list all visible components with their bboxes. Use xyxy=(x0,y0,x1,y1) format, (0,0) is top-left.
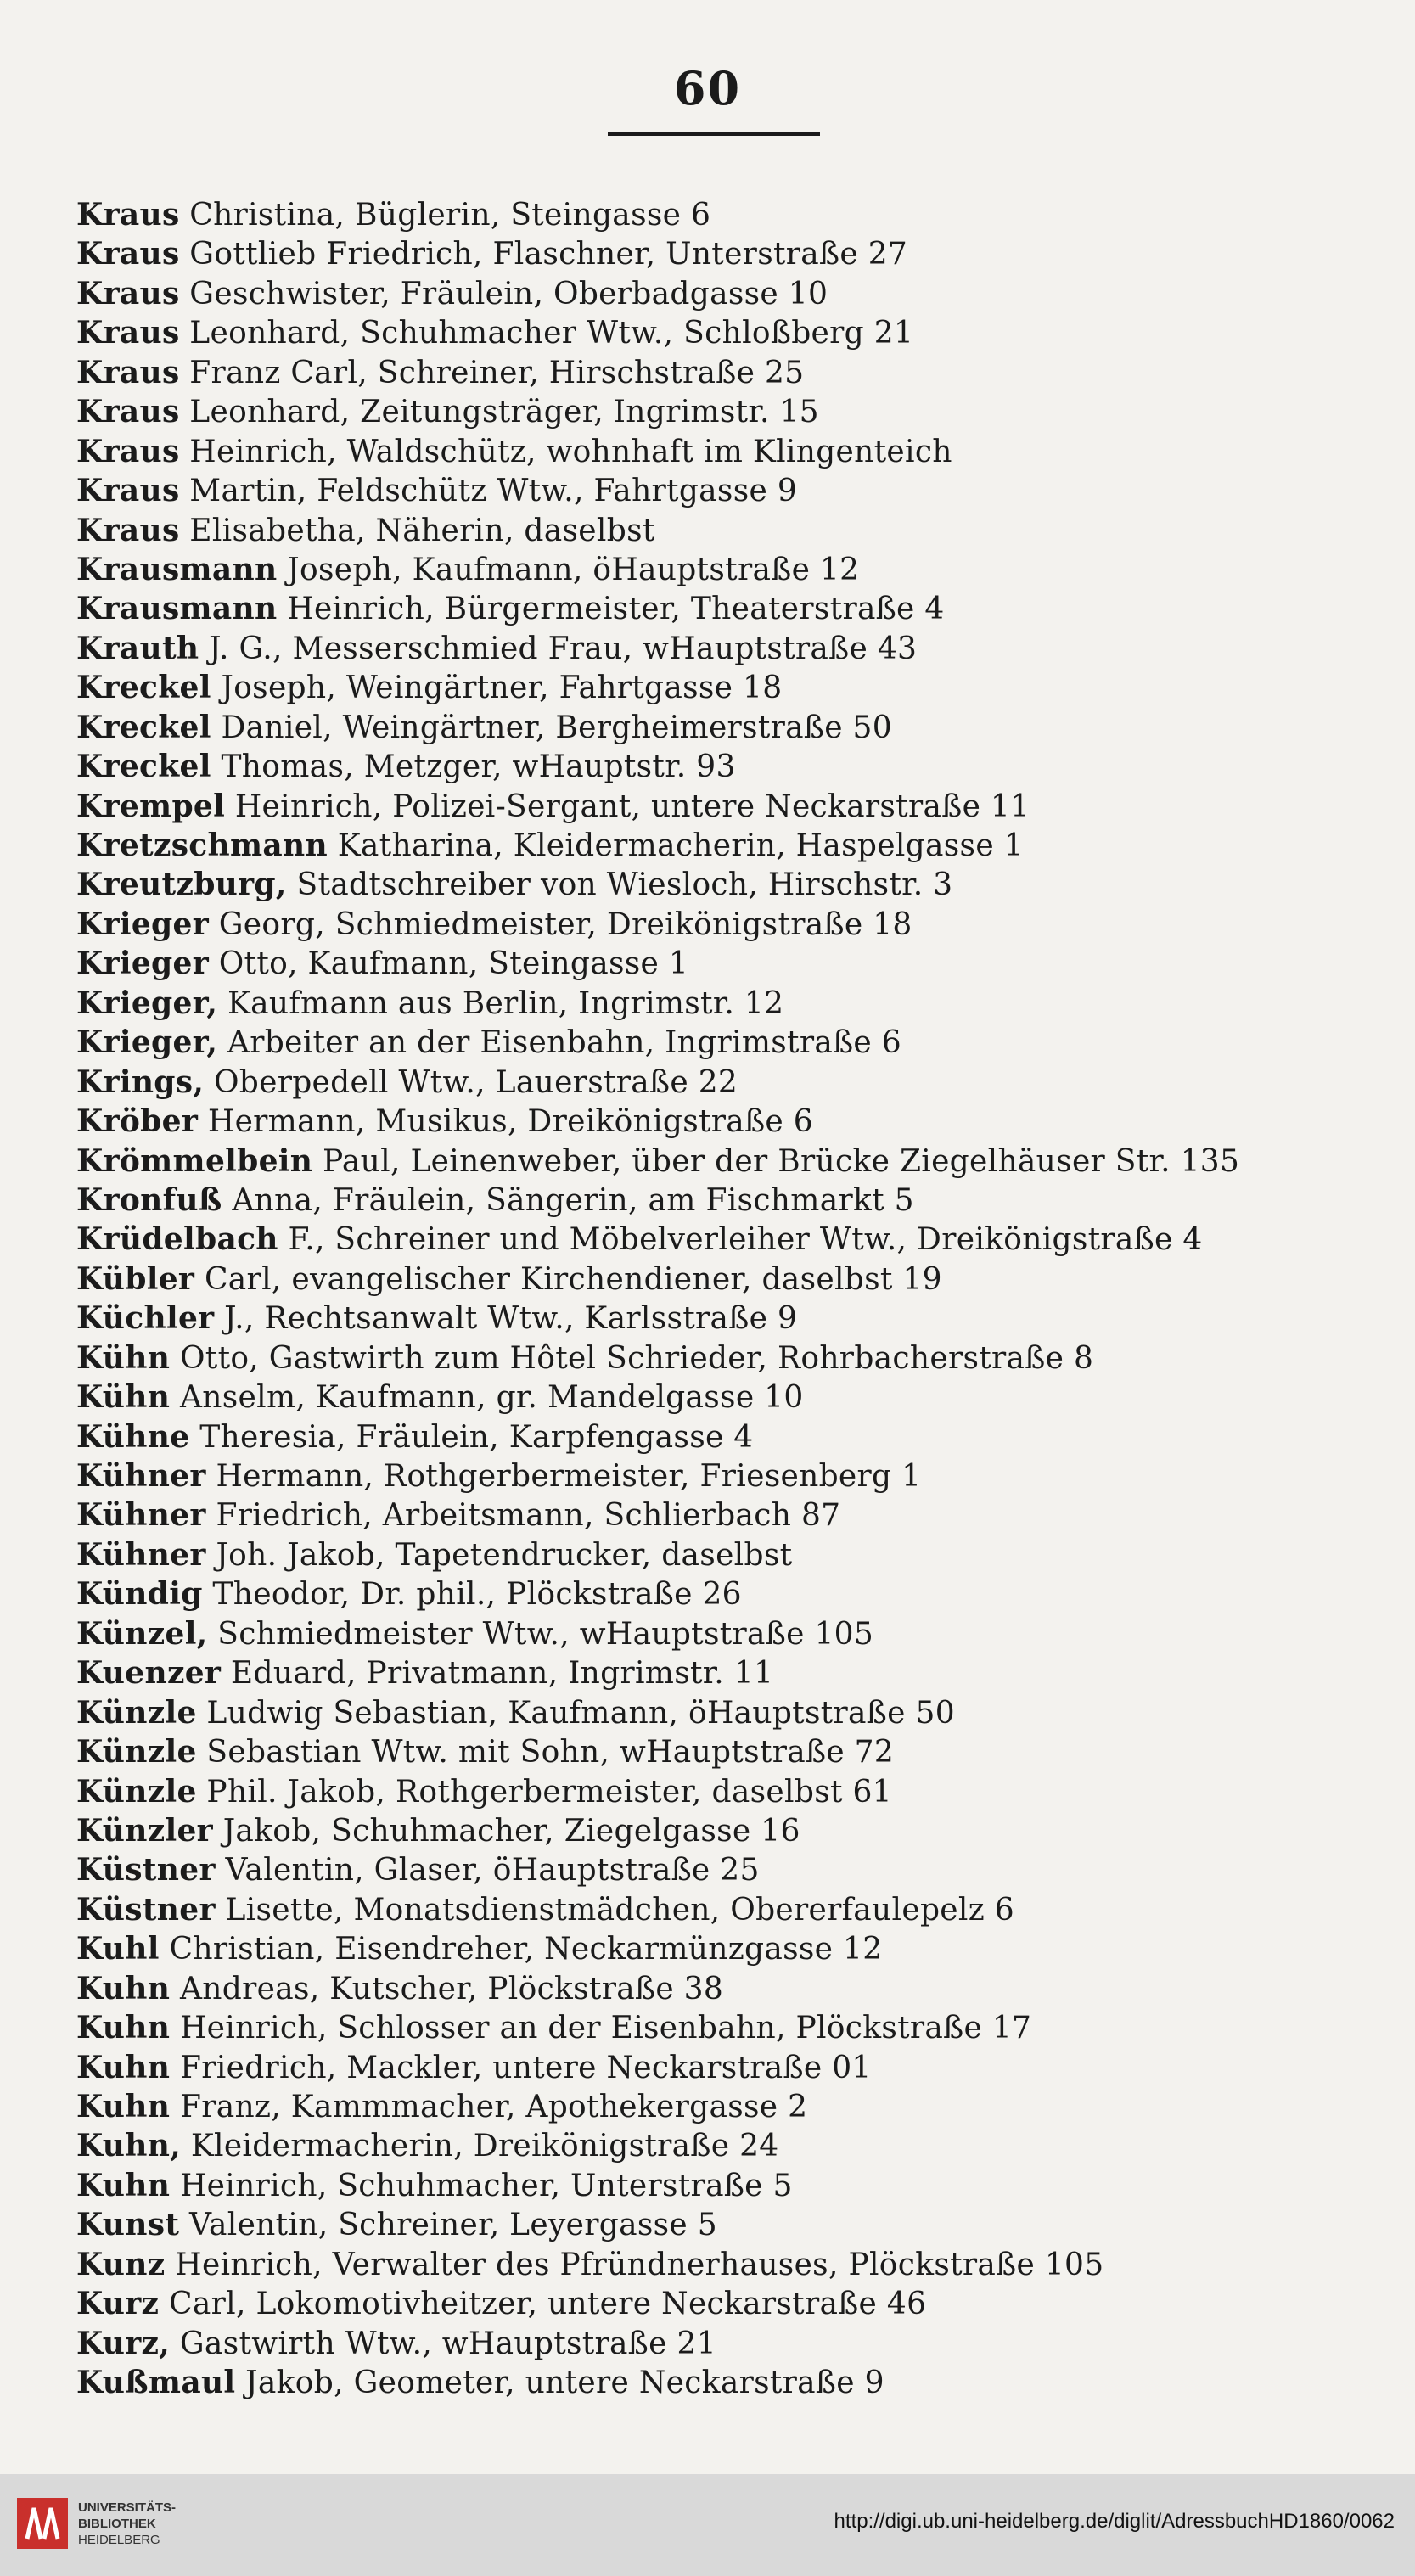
entry-name: Kuenzer xyxy=(76,1655,222,1692)
entry-details: Valentin, Schreiner, Leyergasse 5 xyxy=(189,2208,717,2243)
directory-entry xyxy=(76,2205,1367,2244)
entry-name: Kunz xyxy=(76,2246,166,2282)
directory-entry xyxy=(76,708,1367,747)
directory-entry xyxy=(76,1339,1367,1378)
entry-name: Kunst xyxy=(76,2207,180,2243)
entry-name: Kröber xyxy=(76,1103,199,1140)
directory-entry xyxy=(76,274,1367,313)
entry-name: Kronfuß xyxy=(76,1181,222,1218)
directory-entry xyxy=(76,432,1367,471)
directory-entry xyxy=(76,1299,1367,1338)
entry-name: Kuhn xyxy=(76,2089,171,2124)
entry-name: Kraus xyxy=(76,236,180,272)
entry-details: Thomas, Metzger, wHauptstr. 93 xyxy=(221,749,736,785)
directory-entry xyxy=(76,2048,1367,2087)
directory-entry xyxy=(76,2284,1367,2323)
entry-name: Küchler xyxy=(76,1300,215,1337)
entry-name: Kraus xyxy=(76,433,180,469)
entry-details: Jakob, Schuhmacher, Ziegelgasse 16 xyxy=(222,1813,800,1849)
directory-entry xyxy=(76,2126,1367,2165)
entry-details: Heinrich, Schuhmacher, Unterstraße 5 xyxy=(179,2168,793,2203)
directory-entry xyxy=(76,353,1367,392)
entry-details: Friedrich, Arbeitsmann, Schlierbach 87 xyxy=(216,1498,841,1534)
entry-name: Kuhl xyxy=(76,1931,160,1967)
entry-name: Kuhn xyxy=(76,2167,171,2203)
entry-name: Küstner xyxy=(76,1891,216,1928)
directory-entry xyxy=(76,1574,1367,1614)
entry-name: Kühn xyxy=(76,1379,171,1416)
directory-entry xyxy=(76,984,1367,1023)
entry-details: Carl, Lokomotivheitzer, untere Neckarstraße 46 xyxy=(169,2287,927,2322)
directory-entry xyxy=(76,1693,1367,1732)
entry-details: Phil. Jakob, Rothgerbermeister, daselbst 61 xyxy=(206,1774,892,1810)
directory-entry xyxy=(76,2245,1367,2284)
entry-details: Jakob, Geometer, untere Neckarstraße 9 xyxy=(245,2366,884,2401)
library-logo-text xyxy=(78,2500,176,2548)
directory-entry xyxy=(76,1023,1367,1062)
entry-details: Martin, Feldschütz Wtw., Fahrtgasse 9 xyxy=(189,474,798,509)
entry-name: Krausmann xyxy=(76,591,278,627)
entry-name: Kreckel xyxy=(76,709,211,745)
entry-name: Kraus xyxy=(76,394,180,430)
library-logo-icon xyxy=(15,2496,70,2551)
entry-details: Christina, Büglerin, Steingasse 6 xyxy=(189,198,711,233)
entry-name: Kühne xyxy=(76,1418,190,1455)
entry-details: F., Schreiner und Möbelverleiher Wtw., Dreikönigstraße 4 xyxy=(288,1222,1203,1258)
directory-entry xyxy=(76,668,1367,707)
entry-details: Stadtschreiber von Wiesloch, Hirschstr. 3 xyxy=(296,867,953,903)
entry-name: Kraus xyxy=(76,512,180,548)
entry-name: Kuhn xyxy=(76,1970,171,2006)
directory-entry xyxy=(76,1417,1367,1456)
entry-details: Heinrich, Waldschütz, wohnhaft im Klingenteich xyxy=(189,434,952,469)
entry-details: Joh. Jakob, Tapetendrucker, daselbst xyxy=(216,1537,793,1573)
entry-name: Kühner xyxy=(76,1458,206,1494)
directory-entry xyxy=(76,2166,1367,2205)
directory-entry xyxy=(76,1496,1367,1535)
directory-entry xyxy=(76,2087,1367,2126)
entry-details: Oberpedell Wtw., Lauerstraße 22 xyxy=(213,1064,738,1100)
directory-entry xyxy=(76,944,1367,983)
permalink-url[interactable]: http://digi.ub.uni-heidelberg.de/diglit/AdressbuchHD1860/0062 xyxy=(834,2510,1395,2533)
directory-entry xyxy=(76,1378,1367,1417)
entry-details: Leonhard, Zeitungsträger, Ingrimstr. 15 xyxy=(189,395,819,430)
directory-entry xyxy=(76,1732,1367,1771)
directory-entry xyxy=(76,1220,1367,1259)
entry-name: Kuhn xyxy=(76,2010,171,2046)
entry-details: Hermann, Musikus, Dreikönigstraße 6 xyxy=(207,1104,813,1140)
directory-entry xyxy=(76,1850,1367,1889)
entry-details: Heinrich, Schlosser an der Eisenbahn, Plöckstraße 17 xyxy=(179,2011,1032,2046)
entry-details: Heinrich, Bürgermeister, Theaterstraße 4 xyxy=(287,592,945,627)
entry-name: Krüdelbach xyxy=(76,1221,278,1258)
entry-details: Arbeiter an der Eisenbahn, Ingrimstraße 6 xyxy=(227,1025,901,1061)
entry-details: Heinrich, Polizei-Sergant, untere Neckarstraße 11 xyxy=(234,789,1030,824)
entry-details: Gastwirth Wtw., wHauptstraße 21 xyxy=(179,2326,716,2361)
directory-entry xyxy=(76,1456,1367,1496)
entry-details: Georg, Schmiedmeister, Dreikönigstraße 18 xyxy=(218,906,912,942)
entry-name: Kraus xyxy=(76,473,180,509)
entry-details: Joseph, Kaufmann, öHauptstraße 12 xyxy=(287,552,860,587)
directory-entry xyxy=(76,313,1367,352)
entry-name: Künzle xyxy=(76,1734,197,1771)
entry-details: Geschwister, Fräulein, Oberbadgasse 10 xyxy=(189,276,828,311)
page-number-rule xyxy=(608,132,820,136)
directory-entry xyxy=(76,2363,1367,2402)
entry-details: Leonhard, Schuhmacher Wtw., Schloßberg 21 xyxy=(189,316,914,351)
entry-name: Künzel, xyxy=(76,1615,208,1652)
entry-details: Gottlieb Friedrich, Flaschner, Unterstraße 27 xyxy=(189,237,908,272)
logo-line-3: HEIDELBERG xyxy=(78,2533,160,2547)
entry-details: Elisabetha, Näherin, daselbst xyxy=(189,513,655,548)
entry-details: J. G., Messerschmied Frau, wHauptstraße 43 xyxy=(209,631,918,666)
entry-name: Kühner xyxy=(76,1536,206,1573)
entry-details: Theresia, Fräulein, Karpfengasse 4 xyxy=(199,1419,754,1455)
directory-entry xyxy=(76,1142,1367,1181)
directory-entry xyxy=(76,1260,1367,1299)
entry-details: Otto, Kaufmann, Steingasse 1 xyxy=(218,946,689,982)
entry-details: Lisette, Monatsdienstmädchen, Obererfaulepelz 6 xyxy=(225,1892,1014,1928)
directory-entry xyxy=(76,1890,1367,1929)
entry-name: Küstner xyxy=(76,1852,216,1889)
library-logo[interactable] xyxy=(15,2493,202,2557)
entry-details: Kleidermacherin, Dreikönigstraße 24 xyxy=(190,2129,779,2164)
directory-entry xyxy=(76,1535,1367,1574)
entry-name: Kretzschmann xyxy=(76,828,328,863)
entry-details: Eduard, Privatmann, Ingrimstr. 11 xyxy=(230,1656,774,1692)
directory-entry xyxy=(76,865,1367,904)
entry-name: Krings, xyxy=(76,1064,205,1100)
directory-entry xyxy=(76,826,1367,865)
entry-details: Katharina, Kleidermacherin, Haspelgasse 1 xyxy=(337,828,1024,863)
entry-name: Kübler xyxy=(76,1260,195,1297)
entry-details: Carl, evangelischer Kirchendiener, daselbst 19 xyxy=(204,1261,942,1297)
entry-name: Kußmaul xyxy=(76,2365,236,2401)
entry-details: J., Rechtsanwalt Wtw., Karlsstraße 9 xyxy=(224,1301,798,1337)
entry-details: Sebastian Wtw. mit Sohn, wHauptstraße 72 xyxy=(206,1735,895,1771)
entry-name: Krauth xyxy=(76,630,199,666)
entry-details: Otto, Gastwirth zum Hôtel Schrieder, Rohrbacherstraße 8 xyxy=(179,1340,1094,1376)
entry-name: Krieger, xyxy=(76,985,218,1021)
entry-name: Kurz xyxy=(76,2286,160,2322)
entry-details: Ludwig Sebastian, Kaufmann, öHauptstraße 50 xyxy=(206,1695,955,1731)
entry-name: Kreckel xyxy=(76,670,211,706)
entry-details: Heinrich, Verwalter des Pfründnerhauses, Plöckstraße 105 xyxy=(175,2247,1104,2282)
entry-name: Kühn xyxy=(76,1339,171,1376)
entry-name: Kreutzburg, xyxy=(76,867,287,903)
directory-entry xyxy=(76,589,1367,628)
entry-details: Theodor, Dr. phil., Plöckstraße 26 xyxy=(212,1577,742,1613)
entry-details: Schmiedmeister Wtw., wHauptstraße 105 xyxy=(217,1616,874,1652)
directory-entry xyxy=(76,1772,1367,1811)
directory-entry xyxy=(76,511,1367,550)
directory-entry xyxy=(76,2008,1367,2047)
entry-name: Krieger xyxy=(76,946,209,982)
directory-entry xyxy=(76,550,1367,589)
logo-line-1: UNIVERSITÄTS- xyxy=(78,2500,177,2515)
entry-details: Franz Carl, Schreiner, Hirschstraße 25 xyxy=(189,355,805,390)
entry-details: Christian, Eisendreher, Neckarmünzgasse 12 xyxy=(169,1932,883,1967)
entry-name: Krausmann xyxy=(76,551,278,587)
entry-name: Kündig xyxy=(76,1576,203,1613)
entry-details: Hermann, Rothgerbermeister, Friesenberg 1 xyxy=(216,1459,922,1494)
directory-entry xyxy=(76,787,1367,826)
directory-entry xyxy=(76,195,1367,234)
directory-entry xyxy=(76,1929,1367,1968)
directory-entry xyxy=(76,471,1367,510)
entry-name: Kreckel xyxy=(76,749,211,785)
entry-name: Krieger xyxy=(76,906,209,942)
directory-entry xyxy=(76,1811,1367,1850)
entry-name: Kraus xyxy=(76,315,180,351)
entry-name: Künzle xyxy=(76,1773,197,1810)
entry-name: Kuhn xyxy=(76,2049,171,2085)
directory-entry xyxy=(76,1653,1367,1692)
entry-details: Anna, Fräulein, Sängerin, am Fischmarkt 5 xyxy=(232,1182,914,1218)
entry-name: Kraus xyxy=(76,354,180,390)
entry-name: Krempel xyxy=(76,788,226,824)
directory-entry xyxy=(76,905,1367,944)
entry-details: Friedrich, Mackler, untere Neckarstraße 01 xyxy=(179,2050,872,2085)
entry-name: Kühner xyxy=(76,1497,206,1534)
entry-details: Valentin, Glaser, öHauptstraße 25 xyxy=(225,1853,760,1889)
directory-entry xyxy=(76,1969,1367,2008)
entry-details: Joseph, Weingärtner, Fahrtgasse 18 xyxy=(221,671,783,706)
entry-details: Kaufmann aus Berlin, Ingrimstr. 12 xyxy=(227,985,784,1021)
entry-name: Kraus xyxy=(76,197,180,233)
entry-name: Krieger, xyxy=(76,1024,218,1061)
entry-details: Andreas, Kutscher, Plöckstraße 38 xyxy=(179,1971,724,2006)
directory-entry xyxy=(76,1614,1367,1653)
directory-entry xyxy=(76,629,1367,668)
entry-details: Anselm, Kaufmann, gr. Mandelgasse 10 xyxy=(179,1380,804,1416)
directory-entries xyxy=(76,195,1367,2403)
entry-details: Franz, Kammmacher, Apothekergasse 2 xyxy=(179,2090,808,2124)
directory-entry xyxy=(76,2324,1367,2363)
directory-entry xyxy=(76,234,1367,273)
entry-name: Künzle xyxy=(76,1694,197,1731)
directory-entry xyxy=(76,1063,1367,1102)
entry-details: Daniel, Weingärtner, Bergheimerstraße 50 xyxy=(221,710,892,745)
logo-line-2: BIBLIOTHEK xyxy=(78,2517,156,2531)
entry-name: Krömmelbein xyxy=(76,1142,313,1179)
directory-entry xyxy=(76,392,1367,431)
entry-name: Kuhn, xyxy=(76,2128,182,2164)
page-number: 60 xyxy=(673,61,742,115)
directory-entry xyxy=(76,1102,1367,1141)
entry-name: Kraus xyxy=(76,275,180,311)
entry-name: Kurz, xyxy=(76,2325,171,2361)
directory-entry xyxy=(76,1181,1367,1220)
viewer-footer xyxy=(0,2474,1415,2576)
entry-details: Paul, Leinenweber, über der Brücke Ziegelhäuser Str. 135 xyxy=(323,1143,1240,1179)
entry-name: Künzler xyxy=(76,1812,213,1849)
directory-entry xyxy=(76,747,1367,786)
